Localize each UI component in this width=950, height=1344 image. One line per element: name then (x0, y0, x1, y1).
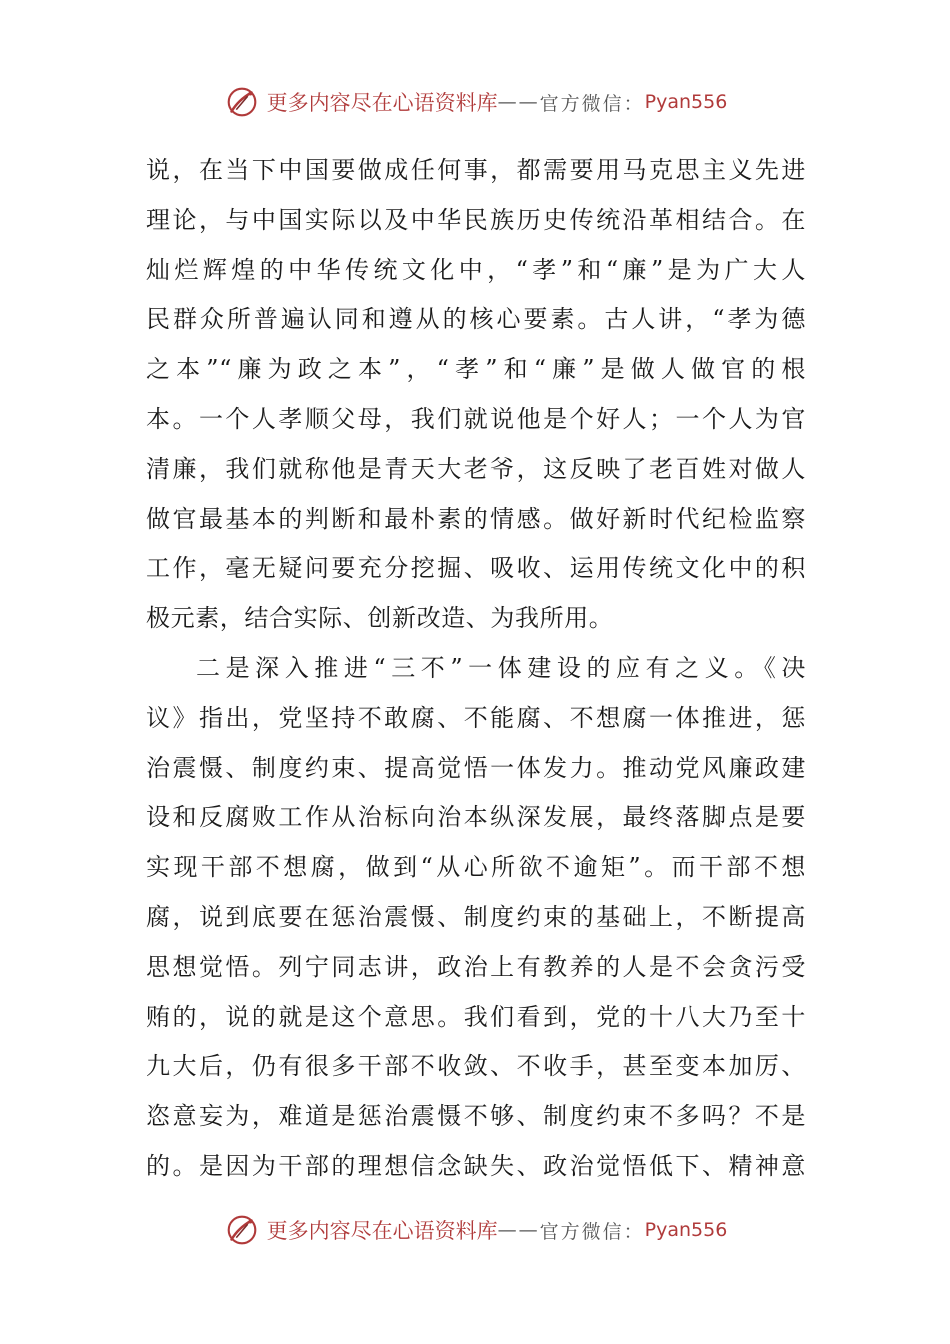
text-line: 理论，与中国实际以及中华民族历史传统沿革相结合。在 (146, 205, 806, 234)
text-line: 做官最基本的判断和最朴素的情感。做好新时代纪检监察 (146, 504, 806, 533)
text-line: 二是深入推进“三不”一体建设的应有之义。《决 (196, 653, 806, 682)
pen-swirl-logo-icon (223, 1211, 261, 1249)
banner-title: 更多内容尽在心语资料库 (266, 91, 498, 115)
text-line: 工作，毫无疑问要充分挖掘、吸收、运用传统文化中的积 (146, 554, 806, 583)
header-watermark-banner (0, 80, 950, 124)
text-line: 恣意妄为，难道是惩治震慑不够、制度约束不多吗？不是 (146, 1102, 806, 1131)
text-line: 议》指出，党坚持不敢腐、不能腐、不想腐一体推进，惩 (146, 703, 806, 732)
banner-dash: —— (497, 91, 540, 113)
banner-official-label: 官方微信： (539, 1220, 645, 1243)
text-line: 九大后，仍有很多干部不收敛、不收手，甚至变本加厉、 (146, 1052, 806, 1081)
banner-official-label: 官方微信： (539, 92, 645, 115)
pen-swirl-logo-icon (223, 83, 261, 121)
text-line: 的。是因为干部的理想信念缺失、政治觉悟低下、精神意 (146, 1151, 806, 1180)
paragraph-1 (146, 146, 806, 644)
text-line: 说，在当下中国要做成任何事，都需要用马克思主义先进 (146, 156, 806, 184)
text-line: 本。一个人孝顺父母，我们就说他是个好人；一个人为官 (146, 404, 806, 433)
text-line: 设和反腐败工作从治标向治本纵深发展，最终落脚点是要 (146, 803, 806, 832)
text-line: 民群众所普遍认同和遵从的核心要素。古人讲，“孝为德 (146, 305, 806, 334)
document-body (146, 146, 806, 1192)
banner-wechat-id: Pyan556 (644, 1219, 728, 1241)
banner-wechat-id: Pyan556 (644, 91, 728, 113)
text-line: 灿烂辉煌的中华传统文化中，“孝”和“廉”是为广大人 (146, 255, 806, 284)
banner-dash: —— (497, 1219, 540, 1241)
text-line: 腐，说到底要在惩治震慑、制度约束的基础上，不断提高 (146, 902, 806, 931)
banner-title: 更多内容尽在心语资料库 (266, 1219, 498, 1243)
text-line: 治震慑、制度约束、提高觉悟一体发力。推动党风廉政建 (146, 753, 806, 782)
footer-watermark-banner (0, 1208, 950, 1252)
text-line: 实现干部不想腐，做到“从心所欲不逾矩”。而干部不想 (146, 853, 806, 882)
text-line: 思想觉悟。列宁同志讲，政治上有教养的人是不会贪污受 (146, 952, 806, 981)
text-line: 清廉，我们就称他是青天大老爷，这反映了老百姓对做人 (146, 454, 806, 483)
text-line: 之本”“廉为政之本”，“孝”和“廉”是做人做官的根 (146, 355, 806, 384)
text-line: 贿的，说的就是这个意思。我们看到，党的十八大乃至十 (146, 1002, 806, 1031)
text-line: 极元素，结合实际、创新改造、为我所用。 (146, 604, 614, 633)
paragraph-2 (146, 644, 806, 1192)
